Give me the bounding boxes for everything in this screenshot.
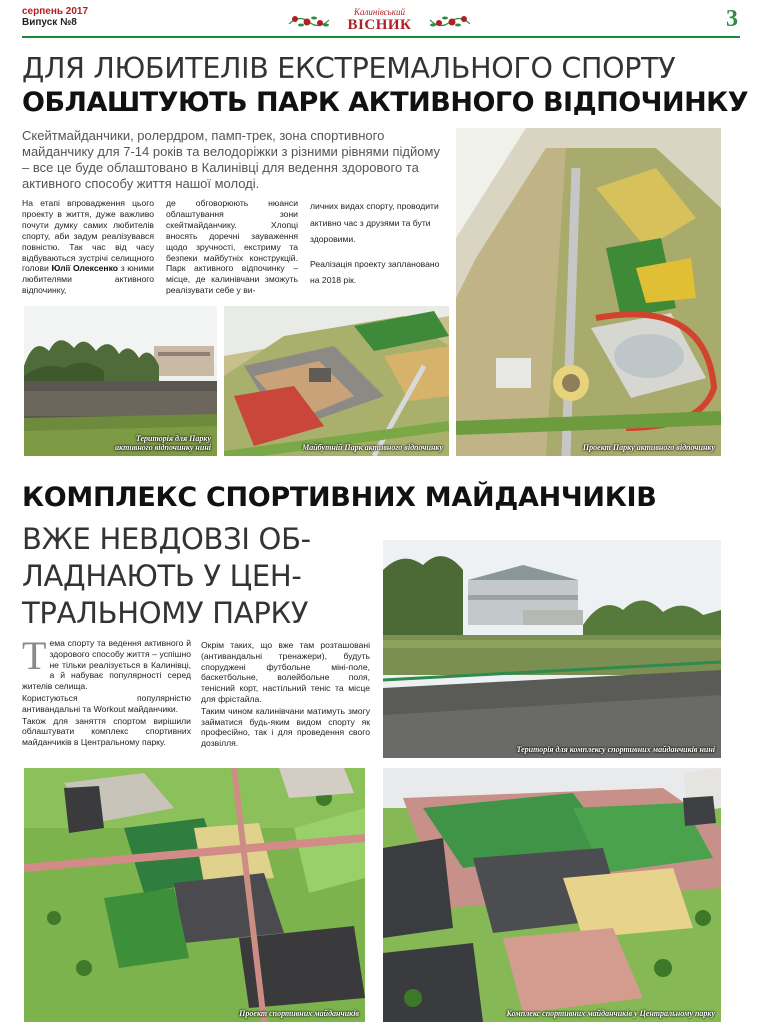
article2-col1-para-3: Також для заняття спортом вирішили облаштувати комплекс спортивних майданчиків в Центральному парку. [22, 715, 191, 748]
photo-sports-complex-central-park [383, 768, 721, 1022]
photo-sports-territory-now [383, 540, 721, 758]
photo1-caption-line-1: Територія для Парку [135, 434, 211, 443]
article1-col1-text-b: з юними любителями активного відпочинку, [22, 263, 154, 296]
issue-info [22, 6, 88, 28]
photo-future-park [224, 306, 449, 456]
issue-number: Випуск №8 [22, 17, 77, 28]
logo-title: ВІСНИК [347, 17, 412, 33]
article2-column-1 [22, 633, 191, 749]
article1-column-2: де обговорюють нюанси облаштування зони скейтмайданчику. Хлопці вносять доречні зауваження щодо зручності, екстриму та безпеки майбутніх конструкцій. Парк активного відпочинку – місце, де калинівчани зможуть реалізувати себе у ви- [166, 198, 298, 296]
article2-column-2 [201, 640, 370, 750]
article2-col2-para-2: Таким чином калинівчани матимуть змогу займатися будь-яким видом спорту як професійно, так і для проведення свого дозвілля. [201, 705, 370, 749]
article1-col3-text-a: личних видах спорту, проводити активно час з друзями та бути здоровими. [310, 201, 439, 244]
photo6-caption: Комплекс спортивних майданчиків у Центральному парку [506, 1009, 715, 1018]
article1-headline-bold: ОБЛАШТУЮТЬ ПАРК АКТИВНОГО ВІДПОЧИНКУ [22, 87, 749, 118]
logo-subtitle: Калинівський [354, 7, 405, 17]
page-number: 3 [726, 6, 738, 32]
header-rule [22, 36, 740, 38]
issue-date: серпень 2017 [22, 6, 89, 17]
article1-column-1 [22, 198, 154, 296]
article1-headline-light: ДЛЯ ЛЮБИТЕЛІВ ЕКСТРЕМАЛЬНОГО СПОРТУ [22, 52, 676, 85]
photo1-caption [115, 434, 211, 452]
article1-col1-text-a: На етапі впровадження цього проекту в життя, дуже важливо почути думку самих любителів спорту, аби задум реалізувався повністю. Так час від часу відбуваються зустрічі селищного голови [22, 198, 154, 274]
article1-column-3 [310, 198, 442, 290]
article2-headline-line-2: ЛАДНАЮТЬ У ЦЕН- [22, 559, 302, 593]
article2-col2-para-1: Окрім таких, що вже там розташовані (антивандальні тренажери), будуть споруджені футбольне міні-поле, баскетбольне, волейбольне поля, тенісний корт, настільний теніс та місце для фрістайла. [201, 640, 370, 704]
article2-headline-line-1: ВЖЕ НЕВДОВЗІ ОБ- [22, 522, 311, 556]
article2-col1-para-2: Користуються популярністю антивандальні та Workout майданчики. [22, 692, 191, 714]
photo5-caption: Проект спортивних майданчиків [239, 1009, 359, 1018]
article1-col3-text-b: Реалізація проекту заплановано на 2018 рік. [310, 258, 440, 285]
article2-headline-light [22, 521, 311, 632]
article1-lead: Скейтмайданчики, ролердром, памп-трек, зона спортивного майданчику для 7-14 років та велодоріжки з різними рівнями підйому – все це буде облаштовано в Калинівці для ведення здорового та активного способу життя нашої молоді. [22, 128, 441, 191]
photo3-caption: Проект Парку активного відпочинку [582, 443, 715, 452]
floral-ornament-right-icon [428, 10, 472, 32]
photo-sports-grounds-project [24, 768, 365, 1022]
article2-headline-line-3: ТРАЛЬНОМУ ПАРКУ [22, 596, 309, 630]
photo-park-territory-now [24, 306, 217, 456]
article1-col1-name: Юлії Олексенко [51, 263, 119, 274]
article2-headline-bold: КОМПЛЕКС СПОРТИВНИХ МАЙДАНЧИКІВ [22, 482, 657, 513]
photo2-caption: Майбутній Парк активного відпочинку [302, 443, 443, 452]
article2-dropcap: Т [22, 633, 47, 678]
article2-col1-text-a: ема спорту та ведення активного й здорового способу життя – успішно не тільки реалізується в Калинівці, а й набуває популярності серед жителів селища. [22, 638, 191, 692]
photo4-caption: Територія для комплексу спортивних майданчиків нині [516, 745, 715, 754]
article2-col1-para-1 [22, 633, 191, 692]
photo1-caption-line-2: активного відпочинку нині [115, 443, 211, 452]
photo-park-project [456, 128, 721, 456]
masthead [22, 6, 740, 36]
newspaper-logo [287, 6, 472, 36]
